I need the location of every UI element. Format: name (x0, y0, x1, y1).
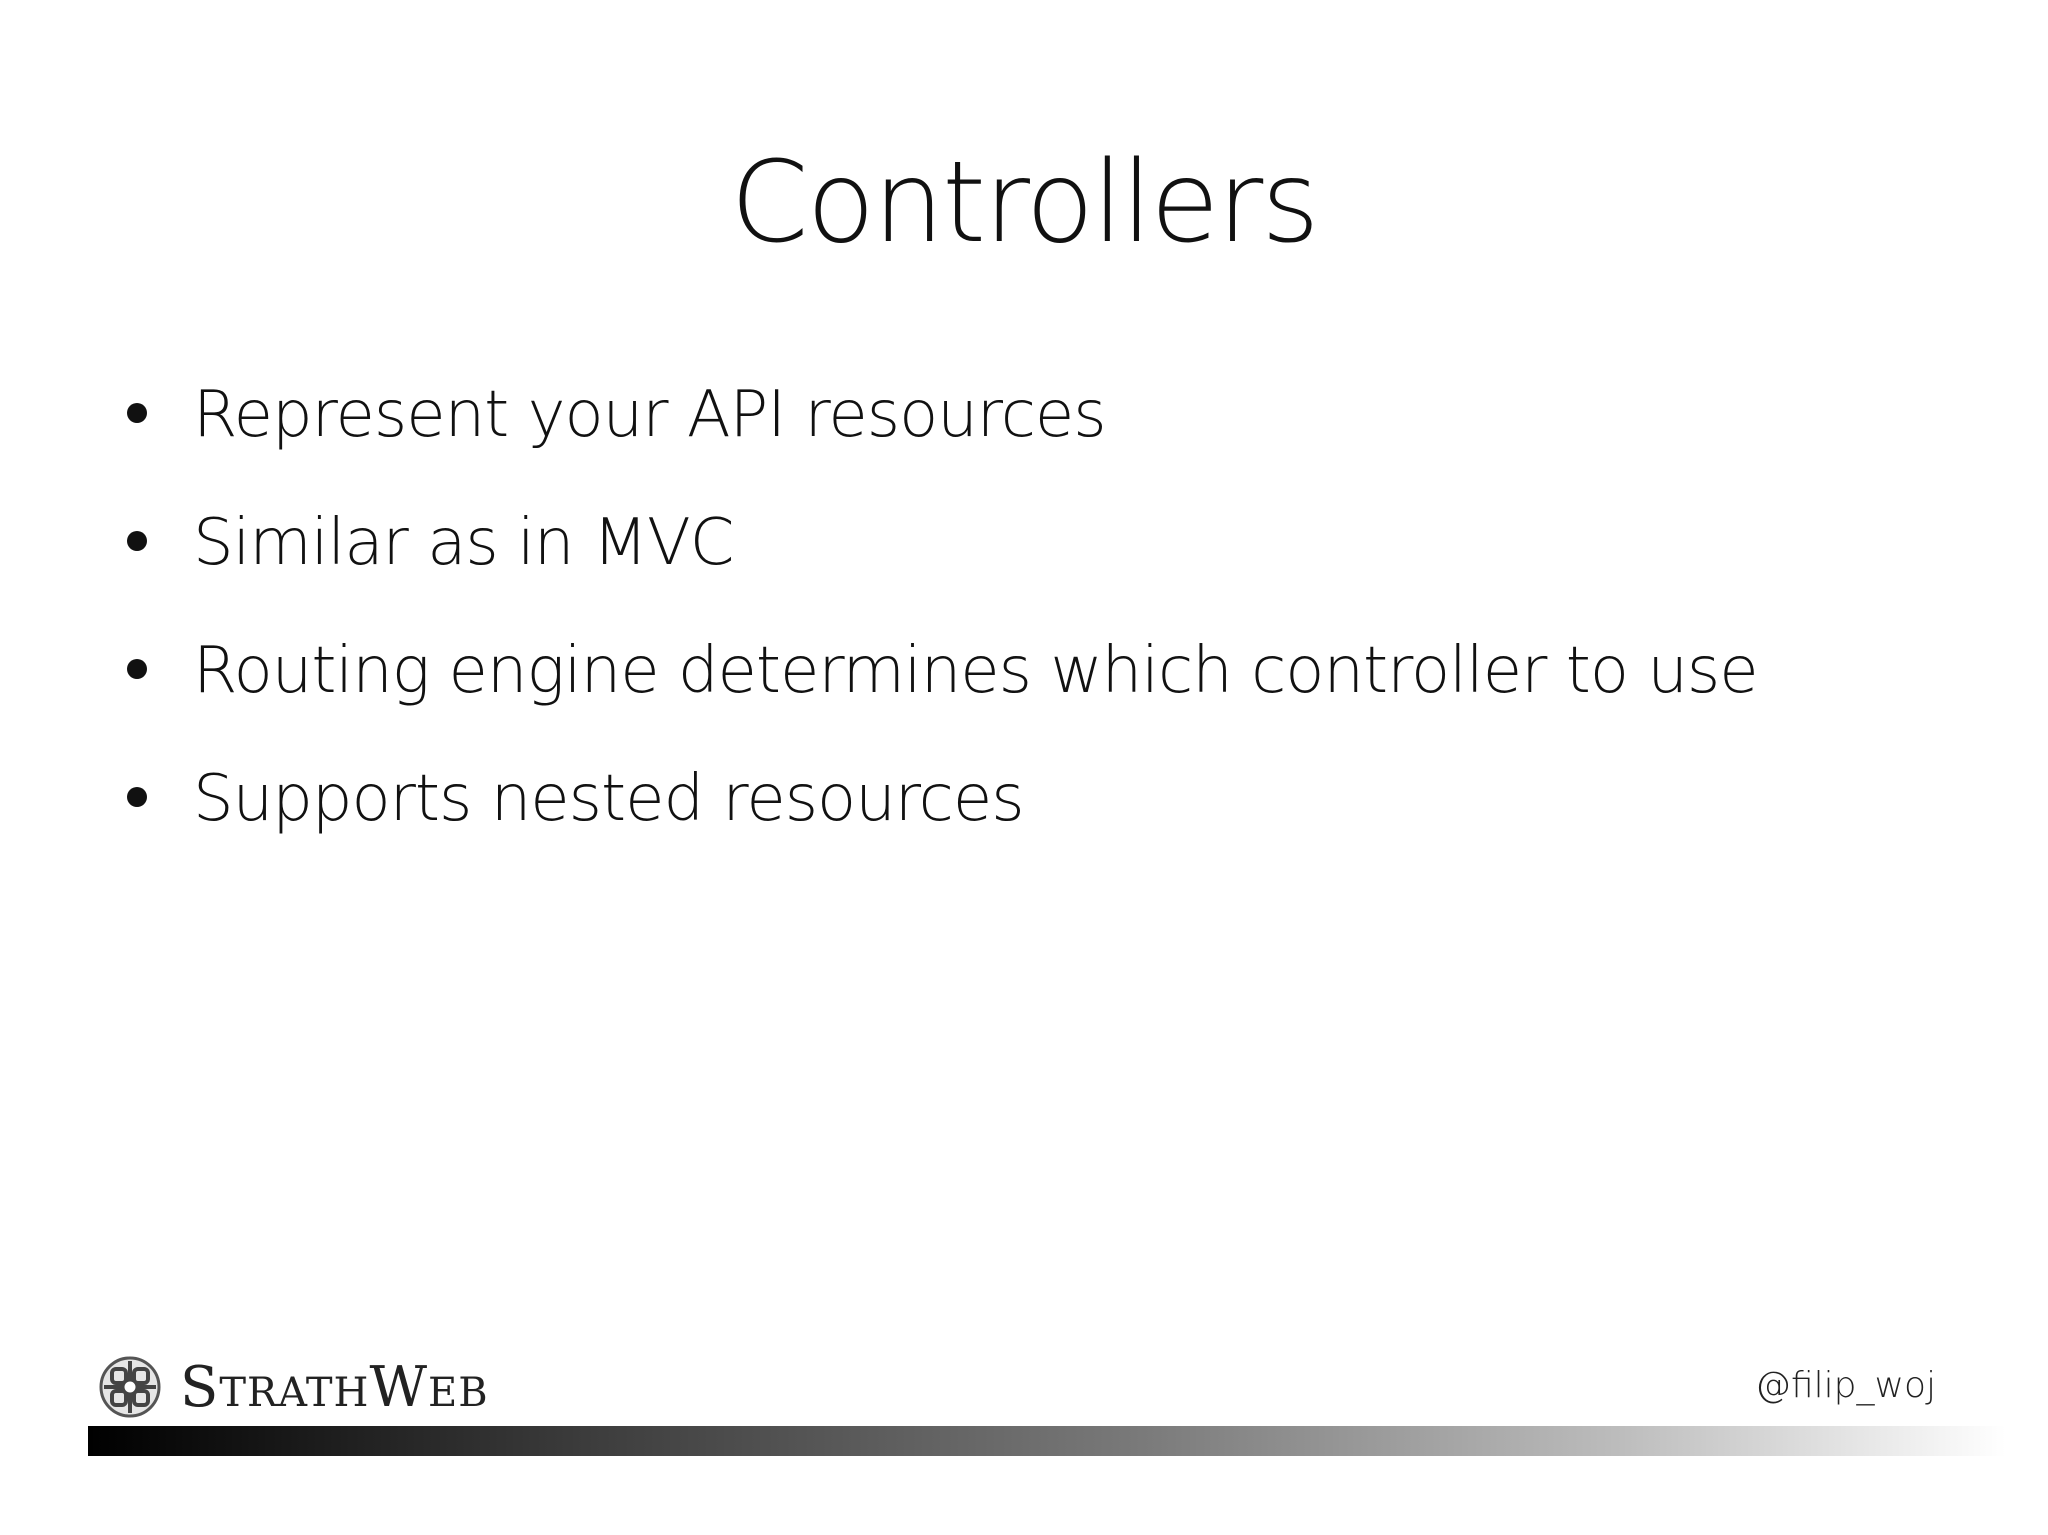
bullet-dot-icon (127, 531, 147, 551)
bullet-text: Represent your API resources (193, 378, 1106, 452)
slide-title: Controllers (730, 138, 1318, 268)
bullet-item (115, 626, 1758, 754)
bullet-text: Supports nested resources (193, 762, 1024, 836)
bullet-text: Routing engine determines which controller to use (193, 634, 1758, 708)
logo-wordmark: STRATHWEB (180, 1354, 489, 1420)
bullet-list (115, 370, 1758, 882)
bullet-dot-icon (127, 787, 147, 807)
footer-gradient-bar (88, 1426, 2006, 1456)
bullet-dot-icon (127, 659, 147, 679)
strathweb-logo (98, 1352, 489, 1422)
bullet-dot-icon (127, 403, 147, 423)
bullet-text: Similar as in MVC (193, 506, 734, 580)
bullet-item (115, 498, 1758, 626)
twitter-handle: @filip_woj (1754, 1365, 1936, 1406)
bullet-item (115, 370, 1758, 498)
bullet-item (115, 754, 1758, 882)
celtic-knot-icon (98, 1355, 162, 1419)
